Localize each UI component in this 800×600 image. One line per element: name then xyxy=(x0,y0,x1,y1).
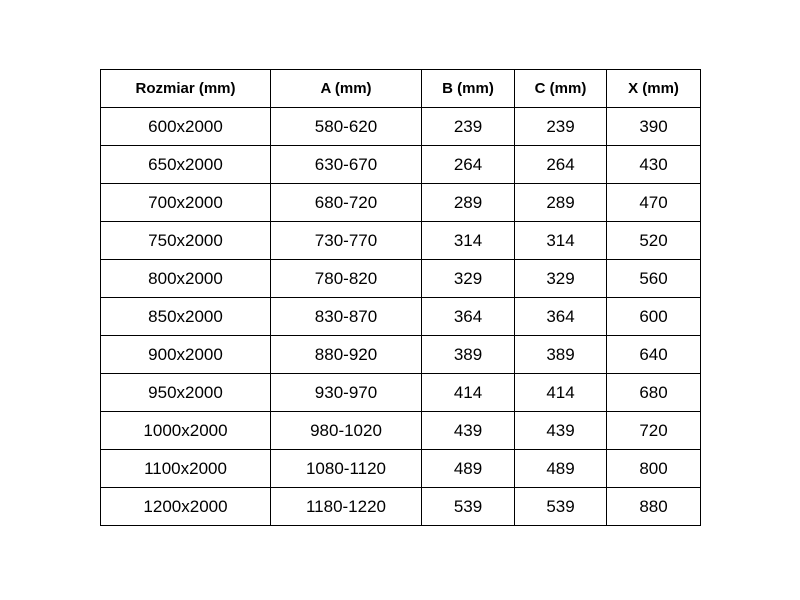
cell-a: 880-920 xyxy=(271,336,422,374)
cell-c: 389 xyxy=(515,336,607,374)
cell-c: 539 xyxy=(515,488,607,526)
cell-size: 1200x2000 xyxy=(101,488,271,526)
cell-x: 430 xyxy=(607,146,701,184)
table-row xyxy=(101,260,701,298)
table-row xyxy=(101,412,701,450)
table-row xyxy=(101,146,701,184)
cell-x: 880 xyxy=(607,488,701,526)
cell-b: 389 xyxy=(422,336,515,374)
cell-a: 580-620 xyxy=(271,108,422,146)
table-row xyxy=(101,298,701,336)
cell-b: 314 xyxy=(422,222,515,260)
cell-size: 950x2000 xyxy=(101,374,271,412)
cell-x: 520 xyxy=(607,222,701,260)
header-row xyxy=(101,70,701,108)
cell-x: 390 xyxy=(607,108,701,146)
cell-size: 600x2000 xyxy=(101,108,271,146)
cell-c: 289 xyxy=(515,184,607,222)
cell-x: 680 xyxy=(607,374,701,412)
cell-size: 900x2000 xyxy=(101,336,271,374)
cell-b: 329 xyxy=(422,260,515,298)
header-b: B (mm) xyxy=(422,70,515,108)
cell-a: 1180-1220 xyxy=(271,488,422,526)
header-a: A (mm) xyxy=(271,70,422,108)
table-row xyxy=(101,184,701,222)
cell-b: 439 xyxy=(422,412,515,450)
cell-c: 439 xyxy=(515,412,607,450)
cell-a: 930-970 xyxy=(271,374,422,412)
cell-size: 650x2000 xyxy=(101,146,271,184)
table-row xyxy=(101,450,701,488)
header-c: C (mm) xyxy=(515,70,607,108)
header-x: X (mm) xyxy=(607,70,701,108)
cell-b: 239 xyxy=(422,108,515,146)
cell-size: 1000x2000 xyxy=(101,412,271,450)
cell-x: 720 xyxy=(607,412,701,450)
cell-x: 470 xyxy=(607,184,701,222)
cell-c: 329 xyxy=(515,260,607,298)
cell-c: 264 xyxy=(515,146,607,184)
cell-a: 730-770 xyxy=(271,222,422,260)
cell-b: 414 xyxy=(422,374,515,412)
cell-b: 289 xyxy=(422,184,515,222)
cell-a: 630-670 xyxy=(271,146,422,184)
cell-a: 780-820 xyxy=(271,260,422,298)
cell-a: 1080-1120 xyxy=(271,450,422,488)
cell-c: 489 xyxy=(515,450,607,488)
table-row xyxy=(101,222,701,260)
cell-c: 314 xyxy=(515,222,607,260)
cell-a: 830-870 xyxy=(271,298,422,336)
cell-x: 560 xyxy=(607,260,701,298)
cell-c: 239 xyxy=(515,108,607,146)
cell-size: 800x2000 xyxy=(101,260,271,298)
cell-size: 700x2000 xyxy=(101,184,271,222)
table-row xyxy=(101,374,701,412)
cell-b: 364 xyxy=(422,298,515,336)
cell-x: 600 xyxy=(607,298,701,336)
table-body xyxy=(101,108,701,526)
table-row xyxy=(101,108,701,146)
cell-b: 489 xyxy=(422,450,515,488)
cell-x: 640 xyxy=(607,336,701,374)
cell-c: 364 xyxy=(515,298,607,336)
cell-a: 980-1020 xyxy=(271,412,422,450)
cell-size: 1100x2000 xyxy=(101,450,271,488)
cell-b: 539 xyxy=(422,488,515,526)
cell-x: 800 xyxy=(607,450,701,488)
cell-c: 414 xyxy=(515,374,607,412)
header-rozmiar: Rozmiar (mm) xyxy=(101,70,271,108)
dimensions-table xyxy=(100,69,701,526)
table-row xyxy=(101,336,701,374)
table-header xyxy=(101,70,701,108)
cell-a: 680-720 xyxy=(271,184,422,222)
cell-size: 850x2000 xyxy=(101,298,271,336)
cell-b: 264 xyxy=(422,146,515,184)
cell-size: 750x2000 xyxy=(101,222,271,260)
table-row xyxy=(101,488,701,526)
